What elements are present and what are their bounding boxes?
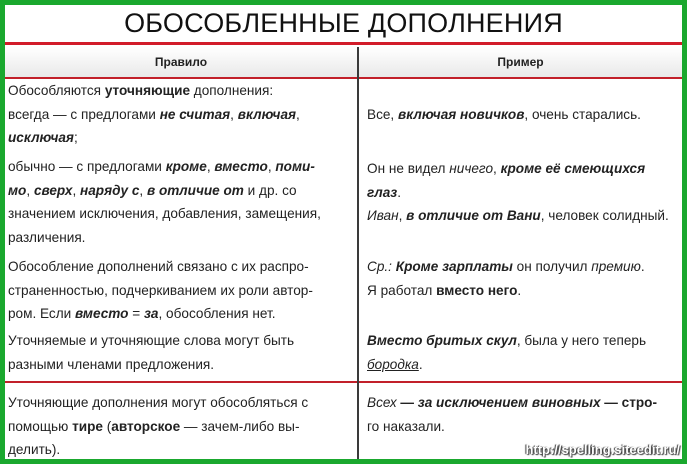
rule-cell-5 <box>8 391 354 459</box>
example-cell-4 <box>367 329 679 376</box>
example-line: Я работал вместо него. <box>367 282 522 298</box>
page-title: ОБОСОБЛЕННЫЕ ДОПОЛНЕНИЯ <box>124 8 563 38</box>
column-header-example: Пример <box>359 47 682 77</box>
example-line: го наказали. <box>367 418 445 434</box>
example-cell-5 <box>367 391 679 438</box>
example-line: бородка. <box>367 356 423 372</box>
rule-line: разными членами предложения. <box>8 356 215 372</box>
example-line: Он не видел ничего, кроме её смеющихся <box>367 161 646 176</box>
rule-line: помощью тире (авторское — зачем-либо вы- <box>8 418 300 434</box>
rule-line: значением исключения, добавления, замещения, <box>8 206 321 221</box>
rule-line: обычно — с предлогами кроме, вместо, поми- <box>8 159 315 174</box>
rule-line: страненностью, подчеркиванием их роли автор- <box>8 282 313 298</box>
rule-line: Уточняемые и уточняющие слова могут быть <box>8 333 295 348</box>
rule-cell-2 <box>8 155 354 249</box>
rule-line: ром. Если вместо = за, обособления нет. <box>8 306 276 321</box>
row-divider <box>5 381 682 383</box>
example-cell-3 <box>367 255 679 302</box>
example-cell-2 <box>367 157 679 228</box>
card <box>5 5 682 459</box>
example-line: Всех — за исключением виновных — стро- <box>367 395 658 410</box>
rule-line: делить). <box>8 442 61 457</box>
rule-line: мо, сверх, наряду с, в отличие от и др. со <box>8 182 297 198</box>
column-header-rule: Правило <box>5 47 357 77</box>
rule-cell-4 <box>8 329 354 376</box>
column-divider <box>357 47 359 459</box>
rule-line: Обособление дополнений связано с их распро- <box>8 259 309 274</box>
title-underline <box>5 42 682 45</box>
watermark: http://spelling.siteedit.ru/ <box>525 442 680 457</box>
rule-cell-3 <box>8 255 354 326</box>
example-line: Иван, в отличие от Вани, человек солидный. <box>367 208 669 223</box>
example-line: Ср.: Кроме зарплаты он получил премию. <box>367 259 645 274</box>
rule-line: Обособляются уточняющие дополнения: <box>8 83 274 98</box>
example-cell-1 <box>367 103 679 127</box>
rule-cell-1 <box>8 79 354 150</box>
example-line: глаз. <box>367 184 401 200</box>
example-line: Все, включая новичков, очень старались. <box>367 107 641 122</box>
rule-line: исключая; <box>8 130 78 145</box>
rule-line: Уточняющие дополнения могут обособляться с <box>8 395 309 410</box>
example-line: Вместо бритых скул, была у него теперь <box>367 333 647 348</box>
rule-line: всегда — с предлогами не считая, включая, <box>8 106 300 122</box>
rule-line: различения. <box>8 229 86 245</box>
